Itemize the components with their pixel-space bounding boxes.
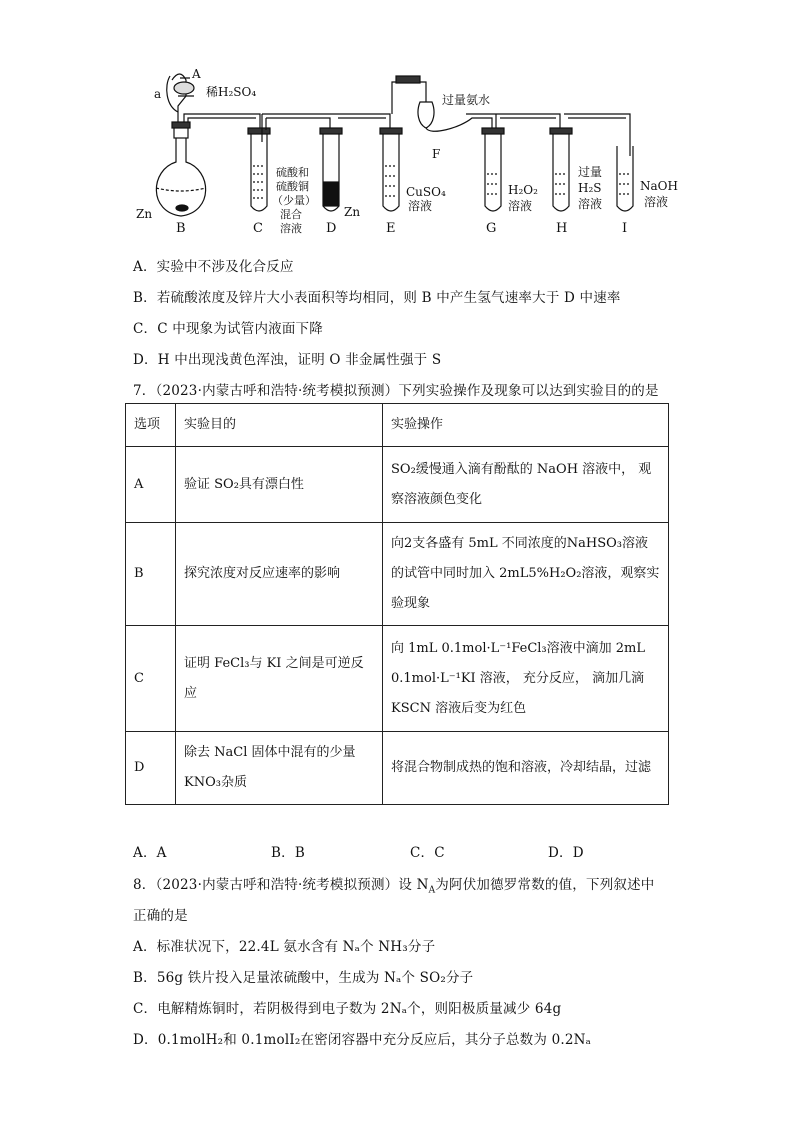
row-goal: 验证 SO₂具有漂白性 [176,447,383,523]
label-A: A [192,67,201,81]
apparatus-diagram [120,66,680,244]
label-zn-d: Zn [344,205,361,219]
q7-answer-a: A．A [133,845,167,861]
label-cuso4-2: 溶液 [408,199,433,213]
q8-option-d: D．0.1molH₂和 0.1molI₂在密闭容器中充分反应后，其分子总数为 0.2Nₐ [133,1032,592,1048]
q6-option-c: C．C 中现象为试管内液面下降 [133,321,323,337]
label-h2o2-2: 溶液 [508,199,533,213]
label-c-sol-1: 硫酸和 [276,166,309,179]
row-goal: 探究浓度对反应速率的影响 [176,523,383,626]
table-row [126,447,669,523]
row-option: B [126,523,176,626]
label-c-sol-5: 溶液 [280,222,302,235]
header-option: 选项 [126,404,176,447]
row-goal: 证明 FeCl₃与 KI 之间是可逆反应 [176,626,383,732]
q8-stem-sub: A [428,885,436,896]
label-c-sol-3: （少量） [272,194,316,207]
q6-option-b: B．若硫酸浓度及锌片大小表面积等均相同，则 B 中产生氢气速率大于 D 中速率 [133,290,621,306]
label-h2o2: H₂O₂ [508,183,538,197]
q8-stem-line2: 正确的是 [133,908,188,924]
row-operation: 向2支各盛有 5mL 不同浓度的NaHSO₃溶液的试管中同时加入 2mL5%H₂O₂溶液，观察实验现象 [383,523,669,626]
label-F: F [432,147,441,161]
q8-stem-line1 [133,873,655,896]
label-I: I [622,221,628,236]
table-row [126,523,669,626]
label-H: H [556,221,568,236]
row-option: C [126,626,176,732]
row-option: A [126,447,176,523]
q7-answer-b: B．B [271,845,305,861]
label-naoh-2: 溶液 [644,195,669,209]
q6-option-d: D．H 中出现浅黄色浑浊，证明 O 非金属性强于 S [133,352,442,368]
label-cuso4: CuSO₄ [406,185,446,199]
row-operation: 向 1mL 0.1mol·L⁻¹FeCl₃溶液中滴加 2mL 0.1mol·L⁻¹KI 溶液， 充分反应， 滴加几滴 KSCN 溶液后变为红色 [383,626,669,732]
q7-answer-c: C．C [410,845,445,861]
table-row [126,626,669,732]
label-B: B [176,221,186,236]
q8-stem-part1: 8．（2023·内蒙古呼和浩特·统考模拟预测）设 N [133,877,429,893]
label-G: G [486,221,497,236]
header-goal: 实验目的 [176,404,383,447]
label-C: C [253,221,263,236]
q8-option-c: C．电解精炼铜时，若阴极得到电子数为 2Nₐ个，则阳极质量减少 64g [133,1001,562,1017]
label-dilute-acid: 稀H₂SO₄ [206,85,257,99]
label-D: D [326,221,337,236]
q7-stem: 7．（2023·内蒙古呼和浩特·统考模拟预测）下列实验操作及现象可以达到实验目的的是 [133,383,659,399]
row-operation: 将混合物制成热的饱和溶液，冷却结晶，过滤 [383,732,669,805]
label-a: a [154,87,162,101]
label-h2s-2: H₂S [578,181,602,195]
q7-table [125,403,669,805]
label-c-sol-4: 混合 [280,208,302,221]
label-E: E [386,221,396,236]
table-row [126,732,669,805]
label-h2s-1: 过量 [578,165,603,179]
label-c-sol-2: 硫酸铜 [276,180,309,193]
q8-option-b: B．56g 铁片投入足量浓硫酸中，生成为 Nₐ个 SO₂分子 [133,970,474,986]
row-option: D [126,732,176,805]
q8-option-a: A．标准状况下，22.4L 氨水含有 Nₐ个 NH₃分子 [133,939,436,955]
label-naoh: NaOH [640,179,678,193]
row-goal: 除去 NaCl 固体中混有的少量 KNO₃杂质 [176,732,383,805]
label-zn-b: Zn [136,207,153,221]
label-h2s-3: 溶液 [578,197,603,211]
q6-option-a: A．实验中不涉及化合反应 [133,259,294,275]
header-operation: 实验操作 [383,404,669,447]
q8-stem-part2: 为阿伏加德罗常数的值，下列叙述中 [435,877,655,893]
q7-answer-d: D．D [548,845,584,861]
table-header-row [126,404,669,447]
label-ammonia: 过量氨水 [442,93,491,107]
row-operation: SO₂缓慢通入滴有酚酞的 NaOH 溶液中， 观察溶液颜色变化 [383,447,669,523]
